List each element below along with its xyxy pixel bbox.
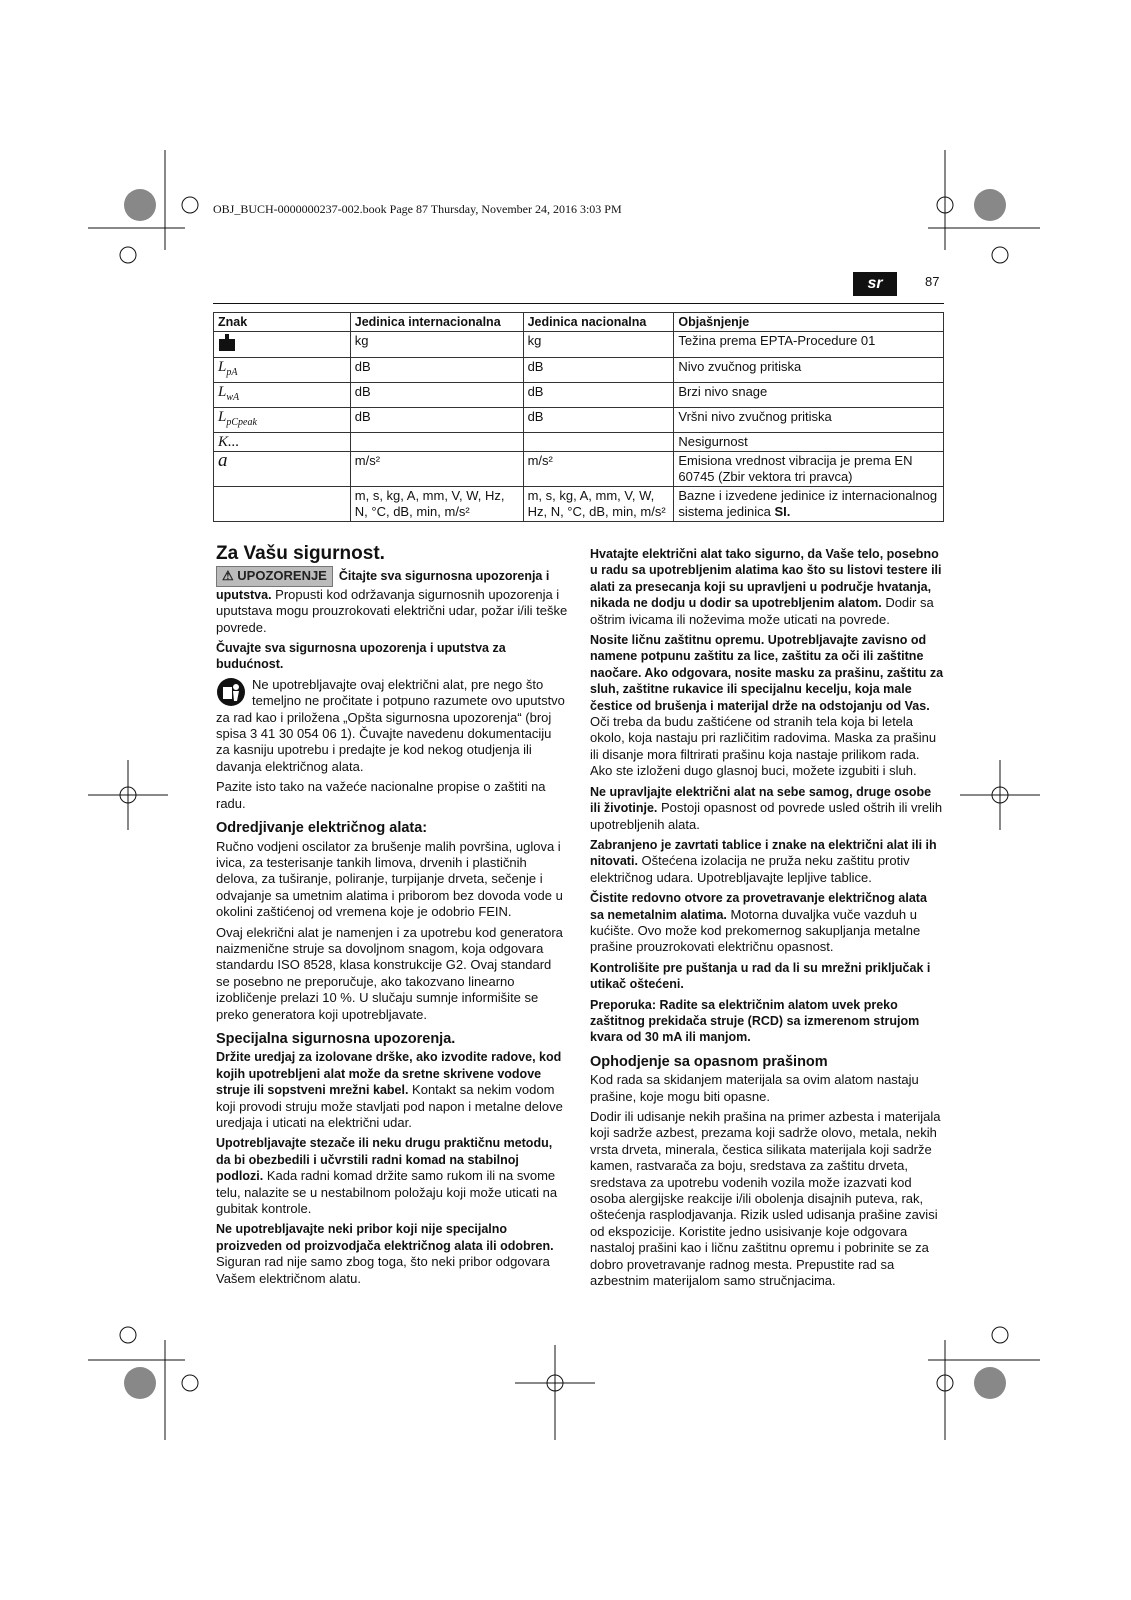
- table-cell: [350, 433, 523, 452]
- paragraph: Dodir ili udisanje nekih prašina na primer azbesta i materijala koji sadrže azbest, prezama koji sadrže olovo, metala, nekih vrsta drveta, minerala, čestica silikata materijala koji sadrže kamen, rastvarača za boju, sredstava za zaštitu drveta, sredstava za upotrebu vodenih vozila može izazvati kod osoba alergijske reakcije i/ili obolenja disajnih puteva, rak, oštećenja rasplodjavanja. Rizik usled udisanja prašine zavisi od ekspozicije. Koristite jedno usisivanje koje odgovara nastaloj prašini kao i ličnu zaštitnu opremu i pobrinite se za dobro provetravanje radnog mesta. Prepustite rad sa azbestnim materijalom samo stručnjacima.: [590, 1109, 941, 1289]
- table-row: [214, 358, 944, 383]
- weight-icon: [218, 333, 236, 351]
- table-cell: kg: [350, 332, 523, 358]
- subheading: Ophodjenje sa opasnom prašinom: [590, 1053, 828, 1070]
- table-row: [214, 408, 944, 433]
- warn-text: Propusti kod održavanja sigurnosnih upozorenja i uputstava mogu prouzrokovati električni udar, požar i/ili teške povrede.: [216, 586, 568, 635]
- table-cell: dB: [523, 408, 674, 433]
- print-line: OBJ_BUCH-0000000237-002.book Page 87 Thursday, November 24, 2016 3:03 PM: [213, 202, 622, 216]
- text: Kada radni komad držite samo rukom ili na svome telu, nalazite se u nestabilnom položaju koji može uticati na gubitak kontrole.: [216, 1168, 558, 1217]
- bold-text: Kontrolišite pre puštanja u rad da li su mrežni priključak i utikač oštećeni.: [590, 960, 931, 992]
- table-cell: dB: [350, 383, 523, 408]
- text: Motorna duvaljka vuče vazduh u kućište. Ovo može kod prekomernog sakupljanja metalne prašine prouzrokovati električnu opasnost.: [590, 906, 921, 955]
- text: Oštećena izolacija ne pruža neku zaštitu protiv električnog udara. Upotrebljavajte lepljive tablice.: [590, 853, 910, 885]
- table-cell: dB: [523, 383, 674, 408]
- read-text: Ne upotrebljavajte ovaj električni alat, pre nego što temeljno ne pročitate i potpuno razumete ovo uputstvo za rad kao i priložena „Opšta sigurnosna upozorenja“ (broj spisa 3 41 30 054 06 1). Čuvajte navedenu dokumentaciju za kasniju upotrebu i predajte je kod nekog otudjenja ili davanja električnog alata.: [216, 676, 565, 774]
- paragraph: Ovaj elekrični alat je namenjen i za upotrebu kod generatora naizmenične struje sa dovoljnom snagom, koja odgovara standardu ISO 8528, klasa konstrukcije G2. Ovaj standard se posebno ne preporučuje, ako takozvano linearno izobličenje prelazi 10 %. U slučaju sumnje informišite se preko generatora koji upotrebljavate.: [216, 924, 563, 1022]
- warn-bold: Čitajte sva sigurnosna upozorenja i uputstva.: [216, 569, 550, 602]
- right-column: [590, 546, 944, 1293]
- table-cell: [523, 433, 674, 452]
- bold-text: Čistite redovno otvore za provetravanje električnog alata sa nemetalnim alatima.: [590, 891, 927, 922]
- subheading: Specijalna sigurnosna upozorenja.: [216, 1030, 456, 1047]
- bold-text: Zabranjeno je zavrtati tablice i znake na električni alat ili ih nitovati.: [590, 837, 937, 869]
- table-header-row: [214, 313, 944, 332]
- language-tab: sr: [853, 272, 897, 296]
- text: Siguran rad nije samo zbog toga, što neki pribor odgovara Vašem električnom alatu.: [216, 1254, 550, 1286]
- left-column: [216, 543, 568, 1291]
- keep-instructions: Čuvajte sva sigurnosna upozorenja i uputstva za budućnost.: [216, 641, 506, 672]
- section-title: Za Vašu sigurnost.: [216, 543, 385, 564]
- table-cell: kg: [523, 332, 674, 358]
- symbol: L: [218, 409, 227, 425]
- table-row: [214, 332, 944, 358]
- symbol: K...: [214, 433, 351, 452]
- table-header: Jedinica nacionalna: [523, 313, 674, 332]
- symbol-sub: pCpeak: [226, 417, 257, 428]
- paragraph: Ručno vodjeni oscilator za brušenje malih površina, uglova i ivica, za testerisanje tankih limova, drvenih i plastičnih delova, za tuširanje, poliranje, turpijanje drveta, sečenje i odvajanje sa umetnim alatima i priborom bez dovoda vode u okolini zaštićenoj od vremena koje je odobrio FEIN.: [216, 838, 563, 920]
- table-row: [214, 383, 944, 408]
- units-table: [213, 312, 944, 522]
- table-cell: dB: [523, 358, 674, 383]
- read-manual-icon: [216, 677, 246, 707]
- table-row: [214, 487, 944, 522]
- text: Kontakt sa nekim vodom koji provodi struju može stavljati pod napon i metalne delove uredjaja i uticati na električni udar.: [216, 1082, 563, 1130]
- bold-text: Držite uredjaj za izolovane drške, ako izvodite radove, kod kojih upotrebljeni alat može da sretne skrivene vodove struje ili sopstveni mrežni kabel.: [216, 1050, 562, 1098]
- page-number: 87: [925, 274, 940, 289]
- bold-text: Ne upravljajte električni alat na sebe samog, druge osobe ili životinje.: [590, 784, 932, 816]
- symbol-sub: pA: [226, 367, 238, 378]
- symbol-sub: wA: [226, 392, 240, 403]
- note-text: Pazite isto tako na važeće nacionalne propise o zaštiti na radu.: [216, 779, 546, 811]
- paragraph: Kod rada sa skidanjem materijala sa ovim alatom nastaju prašine, koje mogu biti opasne.: [590, 1072, 919, 1104]
- subheading: Odredjivanje električnog alata:: [216, 820, 428, 837]
- warning-label: UPOZORENJE: [237, 568, 327, 584]
- symbol: L: [218, 384, 227, 400]
- table-cell: m, s, kg, A, mm, V, W, Hz, N, °C, dB, min, m/s²: [350, 487, 523, 522]
- table-row: [214, 452, 944, 487]
- symbol: L: [218, 359, 227, 375]
- text: Postoji opasnost od povrede usled oštrih ili vrelih upotrebljenih alata.: [590, 800, 943, 832]
- symbol: a: [214, 452, 351, 487]
- table-cell: [214, 487, 351, 522]
- table-cell: Vršni nivo zvučnog pritiska: [674, 408, 944, 433]
- text: Dodir sa oštrim ivicama ili noževima može uticati na povrede.: [590, 595, 934, 627]
- desc-bold: SI.: [774, 504, 791, 519]
- bold-text: Hvatajte električni alat tako sigurno, da Vaše telo, posebno u radu sa upotrebljenim alatima kao što su listovi testere ili alati za presecanja koji su upravljeni u područje hvatanja, nikada ne dodju u dodir sa upotrebljenim alatom.: [590, 547, 942, 611]
- table-cell: Emisiona vrednost vibracija je prema EN 60745 (Zbir vektora tri pravca): [674, 452, 944, 487]
- warning-badge: ⚠ UPOZORENJE: [216, 566, 333, 586]
- table-cell: dB: [350, 408, 523, 433]
- text: Oči treba da budu zaštićene od stranih tela koja bi letela okolo, koja nastaju pri različitim radovima. Maska za prašinu ili disanje mora filtrirati prašinu koja nastaje prilikom rada. Ako ste izloženi dugo glasnoj buci, možete izgubiti i sluh.: [590, 714, 937, 779]
- table-header: Jedinica internacionalna: [350, 313, 523, 332]
- table-cell: Težina prema EPTA-Procedure 01: [674, 332, 944, 358]
- bold-text: Ne upotrebljavajte neki pribor koji nije specijalno proizveden od proizvodjača električnog alata ili odobren.: [216, 1222, 554, 1253]
- header-rule: [213, 303, 944, 304]
- bold-text: Nosite ličnu zaštitnu opremu. Upotrebljavajte zavisno od namene potpunu zaštitu za lice, zaštitu za oči ili zaštitne naočare. Ako odgovara, nosite masku za prašinu, zaštitu za sluh, zaštitne rukavice ili specijalnu kecelju, koja male čestice od brušenja i materijal drže na odstojanju od Vas.: [590, 633, 944, 713]
- bold-text: Upotrebljavajte stezače ili neku drugu praktičnu metodu, da bi obezbedili i učvrstili radni komad na stabilnoj podlozi.: [216, 1136, 553, 1184]
- desc-text: Bazne i izvedene jedinice iz internacionalnog sistema jedinica: [678, 488, 938, 519]
- table-row: [214, 433, 944, 452]
- table-cell: [674, 487, 944, 522]
- table-cell: Brzi nivo snage: [674, 383, 944, 408]
- table-cell: dB: [350, 358, 523, 383]
- table-header: Znak: [214, 313, 351, 332]
- table-cell: Nivo zvučnog pritiska: [674, 358, 944, 383]
- table-cell: Nesigurnost: [674, 433, 944, 452]
- bold-text: Preporuka: Radite sa električnim alatom uvek preko zaštitnog prekidača struje (RCD) sa izmerenom strujom kvara od 30 mA ili manjom.: [590, 997, 920, 1045]
- table-cell: m/s²: [350, 452, 523, 487]
- table-header: Objašnjenje: [674, 313, 944, 332]
- table-cell: m, s, kg, A, mm, V, W, Hz, N, °C, dB, min, m/s²: [523, 487, 674, 522]
- table-cell: m/s²: [523, 452, 674, 487]
